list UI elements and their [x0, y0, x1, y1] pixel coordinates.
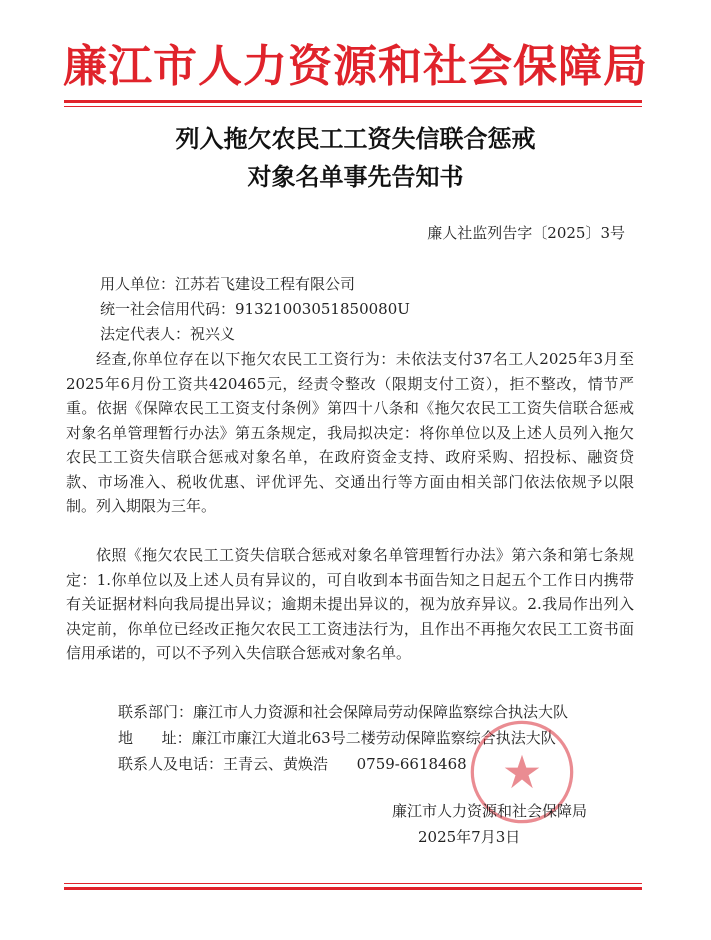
body-paragraph-1: 经查,你单位存在以下拖欠农民工工资行为：未依法支付37名工人2025年3月至2025年6月份工资共420465元，经责令整改（限期支付工资），拒不整改，情节严重。依据《保障农民工工资支付条例》第四十八条和《拖欠农民工工资失信联合惩戒对象名单管理暂行办法》第五条规定，我局拟决定：将你单位以及上述人员列入拖欠农民工工资失信联合惩戒对象名单，在政府资金支持、政府采购、招投标、融资贷款、市场准入、税收优惠、评优评先、交通出行等方面由相关部门依法依规予以限制。列入期限为三年。	[66, 350, 634, 515]
document-title-line1: 列入拖欠农民工工资失信联合惩戒	[175, 125, 536, 153]
footer-rule	[64, 883, 642, 884]
legal-rep-field: 法定代表人：祝兴义	[100, 325, 236, 343]
signature-org: 廉江市人力资源和社会保障局	[392, 802, 588, 820]
credit-code-field: 统一社会信用代码：91321003051850080U	[100, 300, 410, 318]
body-paragraph-2: 依照《拖欠农民工工资失信联合惩戒对象名单管理暂行办法》第六条和第七条规定：1.你单位以及上述人员有异议的，可自收到本书面告知之日起五个工作日内携带有关证据材料向我局提出异议；逾期未提出异议的，视为放弃异议。2.我局作出列入决定前，你单位已经改正拖欠农民工工资违法行为，且作出不再拖欠农民工工资书面信用承诺的，可以不予列入失信联合惩戒对象名单。	[66, 546, 634, 662]
footer-rule-thick	[64, 887, 642, 890]
letterhead-rule-top	[64, 100, 642, 103]
contact-phone: 联系人及电话：王青云、黄焕浩 0759-6618468	[118, 755, 467, 773]
letterhead-agency: 廉江市人力资源和社会保障局	[63, 41, 648, 92]
document-title-line2: 对象名单事先告知书	[247, 163, 464, 191]
contact-address: 地 址：廉江市廉江大道北63号二楼劳动保障监察综合执法大队	[118, 729, 556, 747]
employer-field: 用人单位：江苏若飞建设工程有限公司	[100, 275, 356, 293]
contact-department: 联系部门：廉江市人力资源和社会保障局劳动保障监察综合执法大队	[118, 703, 569, 721]
signature-date: 2025年7月3日	[418, 828, 521, 846]
letterhead-rule-top-thin	[64, 106, 642, 107]
document-number: 廉人社监列告字〔2025〕3号	[427, 224, 625, 242]
